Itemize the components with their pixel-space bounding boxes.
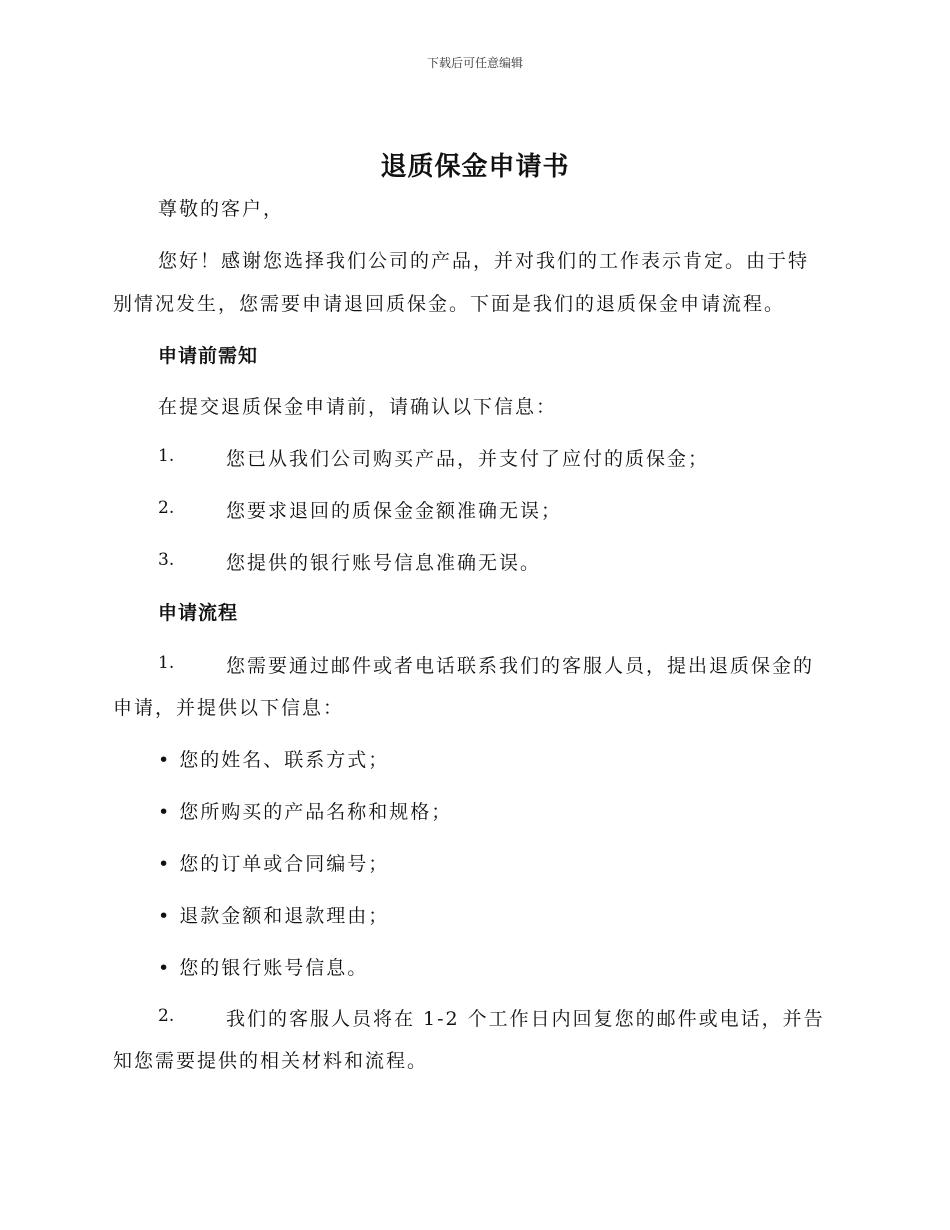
step-2-line-2: 知您需要提供的相关材料和流程。 [113,1050,429,1072]
step-number: 2. [158,1006,175,1026]
list-item-number: 2. [158,498,175,518]
bullet-item: • 您的银行账号信息。 [158,957,369,979]
bullet-item: • 退款金额和退款理由； [158,905,390,927]
bullet-item: • 您的订单或合同编号； [158,853,390,875]
list-item-number: 3. [158,550,175,570]
section-heading-process: 申请流程 [158,602,239,624]
list-item: 您已从我们公司购买产品，并支付了应付的质保金； [226,448,710,470]
intro-line-1: 您好！感谢您选择我们公司的产品，并对我们的工作表示肯定。由于特 [158,250,810,272]
bullet-item: • 您的姓名、联系方式； [158,749,390,771]
page-header: 下载后可任意编辑 [426,56,523,70]
step-2-line-1: 我们的客服人员将在 1-2 个工作日内回复您的邮件或电话，并告 [226,1008,825,1030]
list-item-number: 1. [158,446,175,466]
step-1-line-1: 您需要通过邮件或者电话联系我们的客服人员，提出退质保金的 [226,655,815,677]
section-heading-prerequisites: 申请前需知 [158,345,259,367]
greeting: 尊敬的客户， [158,198,285,220]
document-title: 退质保金申请书 [380,152,570,182]
step-1-line-2: 申请，并提供以下信息： [113,697,345,719]
prerequisites-lead: 在提交退质保金申请前，请确认以下信息： [158,396,558,418]
step-number: 1. [158,653,175,673]
bullet-item: • 您所购买的产品名称和规格； [158,801,453,823]
list-item: 您提供的银行账号信息准确无误。 [226,552,542,574]
list-item: 您要求退回的质保金金额准确无误； [226,500,563,522]
intro-line-2: 别情况发生，您需要申请退回质保金。下面是我们的退质保金申请流程。 [113,293,786,315]
